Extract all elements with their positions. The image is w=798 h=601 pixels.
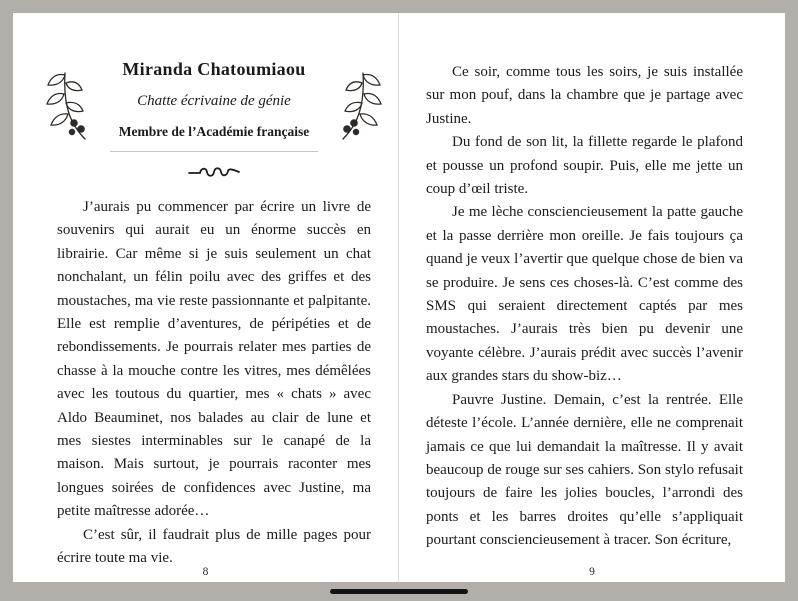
olive-branch-left-icon [41, 63, 99, 143]
home-indicator-handle[interactable] [330, 589, 468, 594]
body-paragraph: Du fond de son lit, la fillette regarde le plafond et pousse un profond soupir. Puis, elle me jette un coup d’œil triste. [426, 134, 743, 198]
squiggle-divider-icon [57, 165, 371, 181]
book-spread [13, 13, 785, 582]
right-page-body [426, 61, 743, 553]
body-paragraph: Ce soir, comme tous les soirs, je suis installée sur mon pouf, dans la chambre que je partage avec Justine. [426, 64, 743, 127]
body-paragraph: J’aurais pu commencer par écrire un livre de souvenirs qui aurait eu un énorme succès en librairie. Car même si je suis seulement un chat nonchalant, un félin poilu avec des griffes et des moustaches, ma vie reste passionnante et palpitante. Elle est remplie d’aventures, de péripéties et de rebondissements. Je pourrais relater mes parties de chasse à la mouche contre les vitres, mes démêlées avec les toutous du quartier, mes « chats » avec Aldo Beauminet, nos balades au clair de lune et mes siestes interminables sur le canapé de la maison. Mais surtout, je pourrais raconter mes longues soirées de confidences avec Justine, ma petite maîtresse adorée… [57, 199, 371, 520]
page-right [399, 13, 785, 582]
page-number-left: 8 [202, 566, 209, 578]
body-paragraph: Je me lèche consciencieusement la patte gauche et la passe derrière mon oreille. Je fais toujours ça quand je veux l’avertir que quelque chose de bien va se produire. Je sens ces choses-là. C’est comme des SMS qui seraient directement captés par mes moustaches. J’aurais très bien pu devenir une voyante célèbre. J’aurais prédit avec succès l’avenir aux grandes stars du show-biz… [426, 204, 743, 385]
left-page-body [57, 196, 371, 571]
body-paragraph: C’est sûr, il faudrait plus de mille pages pour écrire toute ma vie. [57, 526, 371, 567]
olive-branch-right-icon [329, 63, 387, 143]
author-title: Miranda Chatoumiaou [122, 59, 306, 79]
page-number-right: 9 [589, 566, 595, 578]
author-subtitle: Chatte écrivaine de génie [137, 93, 291, 109]
author-membership: Membre de l’Académie française [118, 124, 310, 139]
page-left [13, 13, 399, 582]
chapter-header [57, 59, 371, 152]
header-rule [110, 151, 318, 152]
body-paragraph: Pauvre Justine. Demain, c’est la rentrée. Elle déteste l’école. L’année dernière, elle ne comprenait jamais ce que lui demandait la maîtresse. Il y avait beaucoup de rouge sur ses cahiers. Son stylo refusait toujours de faire les jolies boucles, l’arrondi des ponts et les barres droites qu’elle s’appliquait pourtant consciencieusement à tracer. Son écriture, [426, 391, 743, 549]
